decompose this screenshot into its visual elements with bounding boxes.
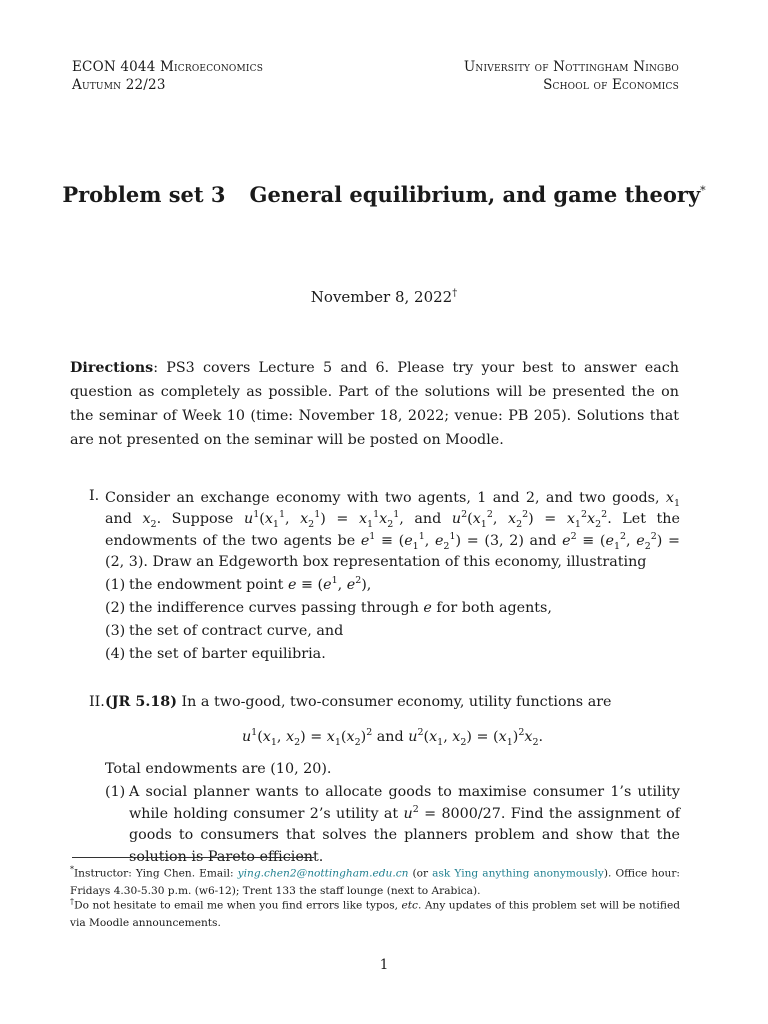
header-term: Autumn 22/23	[72, 77, 166, 93]
header-institution	[464, 58, 679, 94]
question-2-endowments: Total endowments are (10, 20).	[105, 761, 332, 777]
question-1-item: (4) the set of barter equilibria.	[105, 646, 326, 662]
header-university: University of Nottingham Ningbo	[463, 59, 679, 75]
question-1	[70, 486, 680, 666]
date-text: November 8, 2022	[310, 288, 453, 306]
directions-paragraph	[70, 356, 679, 452]
page-title	[0, 182, 768, 207]
directions-text: : PS3 covers Lecture 5 and 6. Please try your best to answer each question as completely as possible. Part of the solutions will be presented the on the seminar of Week 10 (time: November 18, 2022; venue: PB 205). Solutions that are not presented on the seminar will be posted on Moodle.	[70, 360, 679, 448]
title-footnote-mark: *	[700, 184, 706, 197]
header-course	[72, 58, 263, 94]
utility-equation: $u^1(x_1$, $x_2) = x_1(x_2)^2$ and $u^2(x_1$, $x_2) = (x_1)^2x_2$.	[241, 726, 544, 748]
question-1-text: Consider an exchange economy with two agents, 1 and 2, and two goods, $x_1$ and $x_2$. Suppose $u^1(x_1^1$, $x_2^1) = x_1^1x_2^1$, and $u^2(x_1^2$, $x_2^2) = x_1^2x_2^2$. Let the endowments of the two agents be $e^1 \equiv (e_1^1$, $e_2^1) = (3$, 2) and $e^2 \equiv (e_1^2$, $e_2^2) = (2$, 3). Draw an Edgeworth box representation of this economy, illustrating	[105, 489, 681, 570]
footnote-instructor: *Instructor: Ying Chen. Email: ying.chen2@nottingham.edu.cn (or ask Ying anything anonymously). Office hour: Fridays 4.30-5.30 p.m. (w6-12); Trent 133 the staff lounge (next to Arabica).	[70, 865, 680, 897]
question-1-item: (1) the endowment point $e \equiv (e^1$, $e^2$),	[105, 575, 372, 593]
question-2-intro: (JR 5.18) In a two-good, two-consumer economy, utility functions are	[105, 694, 612, 710]
question-number: I.	[89, 488, 100, 504]
title-topic: General equilibrium, and game theory	[249, 182, 701, 207]
date-line	[0, 288, 768, 306]
title-label: Problem set 3	[62, 182, 226, 207]
question-2-tag: (JR 5.18)	[105, 694, 177, 710]
question-2	[70, 692, 680, 868]
page-number: 1	[379, 957, 389, 973]
header-course-title: ECON 4044 Microeconomics	[72, 59, 264, 75]
footnote-rule	[72, 857, 314, 858]
header-school: School of Economics	[543, 77, 679, 93]
date-footnote-mark: †	[452, 288, 458, 299]
footnote-errata: †Do not hesitate to email me when you find errors like typos, etc. Any updates of this problem set will be notified via Moodle announcements.	[70, 897, 681, 929]
question-1-item: (2) the indifference curves passing through e for both agents,	[105, 600, 552, 616]
question-1-item: (3) the set of contract curve, and	[105, 623, 344, 639]
question-number: II.	[89, 694, 105, 710]
directions-label: Directions	[70, 360, 154, 376]
question-2-item: (1) A social planner wants to allocate goods to maximise consumer 1’s utility while holding consumer 2’s utility at $u^2 = 8000/27$. Find the assignment of goods to consumers that solves the planners problem and show that the solution is Pareto efficient.	[105, 784, 680, 865]
instructor-email-link[interactable]: ying.chen2@nottingham.edu.cn	[237, 867, 409, 880]
anonymous-question-link[interactable]: ask Ying anything anonymously	[432, 867, 604, 880]
